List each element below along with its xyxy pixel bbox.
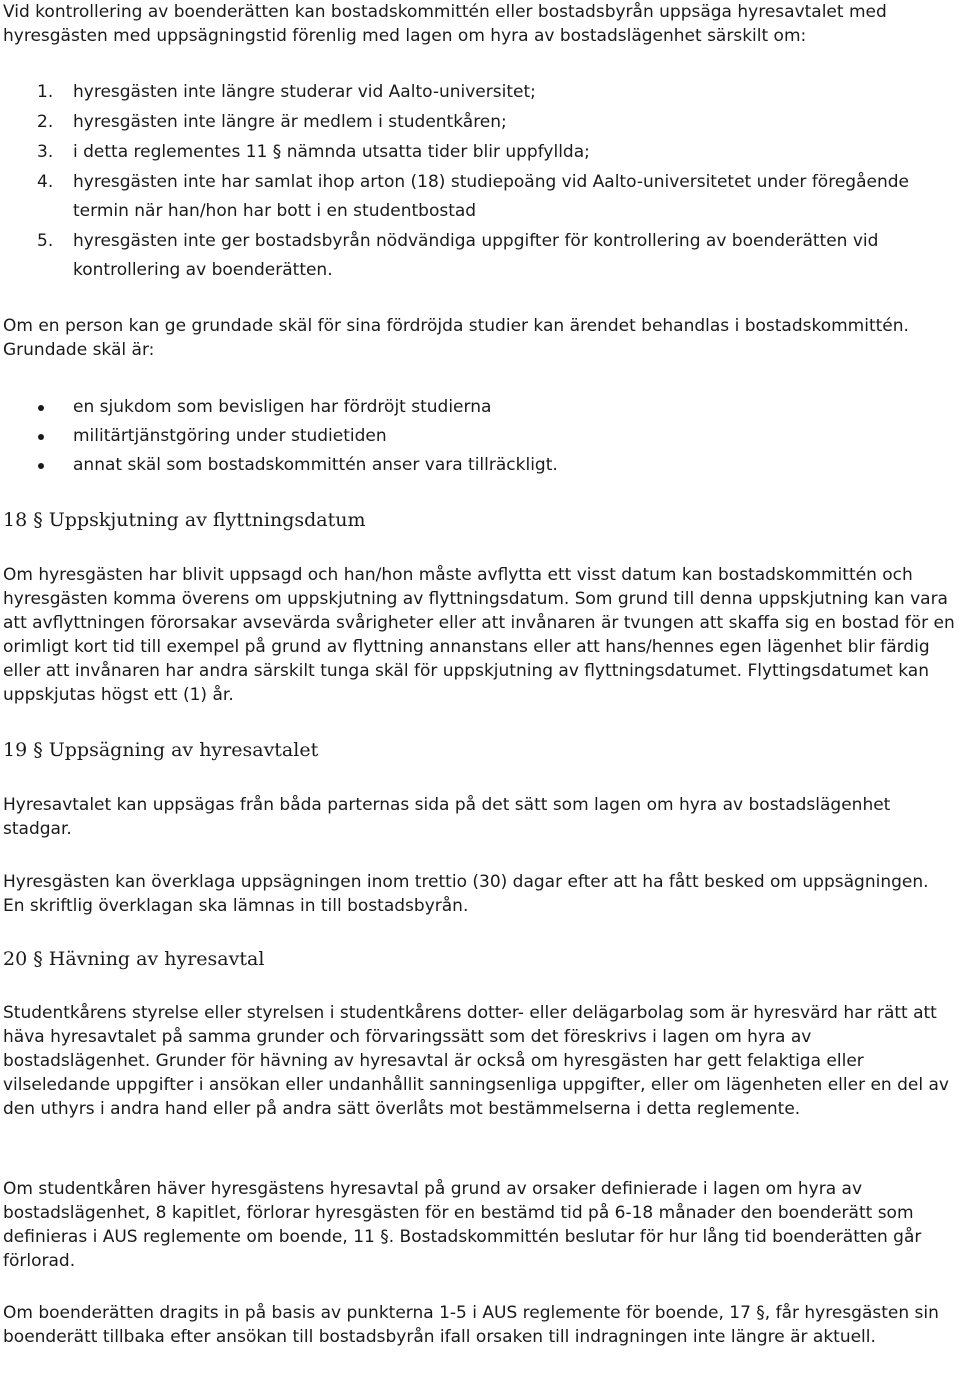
section-18-heading: 18 § Uppskjutning av flyttningsdatum: [3, 509, 366, 531]
list-number: 1.: [37, 82, 54, 102]
list-item: [0, 168, 955, 226]
list-item-text: hyresgästen inte ger bostadsbyrån nödvändiga uppgifter för kontrollering av boenderätten vid kontrollering av boenderätten.: [73, 231, 879, 280]
list-item: [0, 451, 955, 480]
section-19-paragraph-1: Hyresavtalet kan uppsägas från båda parternas sida på det sätt som lagen om hyra av bostadslägenhet stadgar.: [3, 795, 891, 839]
delay-paragraph: Om en person kan ge grundade skäl för sina fördröjda studier kan ärendet behandlas i bostadskommittén. Grundade skäl är:: [3, 316, 909, 360]
section-20-paragraph-3: Om boenderätten dragits in på basis av punkterna 1-5 i AUS reglemente för boende, 17 §, får hyresgästen sin boenderätt tillbaka efter ansökan till bostadsbyrån ifall orsaken till indragningen inte längre är aktuell.: [3, 1303, 939, 1347]
list-number: 5.: [37, 231, 54, 251]
list-item-text: hyresgästen inte har samlat ihop arton (18) studiepoäng vid Aalto-universitetet under föregående termin när han/hon har bott i en studentbostad: [73, 172, 909, 221]
list-item: [0, 78, 955, 107]
bullet-icon: [38, 405, 44, 411]
list-number: 4.: [37, 172, 54, 192]
list-item-text: annat skäl som bostadskommittén anser vara tillräckligt.: [73, 455, 558, 475]
list-number: 3.: [37, 142, 54, 162]
list-item-text: en sjukdom som bevisligen har fördröjt studierna: [73, 397, 492, 417]
section-19-heading: 19 § Uppsägning av hyresavtalet: [3, 739, 319, 761]
section-20-paragraph-2: Om studentkåren häver hyresgästens hyresavtal på grund av orsaker definierade i lagen om hyra av bostadslägenhet, 8 kapitlet, förlorar hyresgästen för en bestämd tid på 6-18 månader den boenderätt som definieras i AUS reglemente om boende, 11 §. Bostadskommittén beslutar för hur lång tid boenderätten går förlorad.: [3, 1179, 922, 1271]
list-item-text: militärtjänstgöring under studietiden: [73, 426, 387, 446]
section-19-paragraph-2: Hyresgästen kan överklaga uppsägningen inom trettio (30) dagar efter att ha fått besked om uppsägningen. En skriftlig överklagan ska lämnas in till bostadsbyrån.: [3, 872, 929, 916]
bullet-icon: [38, 434, 44, 440]
list-item: [0, 138, 955, 167]
list-item-text: hyresgästen inte längre är medlem i studentkåren;: [73, 112, 507, 132]
list-item-text: i detta reglementes 11 § nämnda utsatta tider blir uppfyllda;: [73, 142, 590, 162]
valid-reasons-list: [0, 393, 955, 480]
list-item: [0, 422, 955, 451]
termination-conditions-list: [0, 78, 955, 286]
list-item: [0, 227, 955, 285]
list-item: [0, 393, 955, 422]
section-20-heading: 20 § Hävning av hyresavtal: [3, 948, 265, 970]
list-item: [0, 108, 955, 137]
bullet-icon: [38, 463, 44, 469]
list-item-text: hyresgästen inte längre studerar vid Aalto-universitet;: [73, 82, 536, 102]
section-18-paragraph: Om hyresgästen har blivit uppsagd och han/hon måste avflytta ett visst datum kan bostadskommittén och hyresgästen komma överens om uppskjutning av flyttningsdatum. Som grund till denna uppskjutning kan vara att avflyttningen förorsakar avsevärda svårigheter eller att invånaren är tvungen att skaffa sig en bostad för en orimligt kort tid till exempel på grund av flyttning annanstans eller att hans/hennes egen lägenhet blir färdig eller att invånaren har andra särskilt tunga skäl för uppskjutning av flyttningsdatumet. Flyttingsdatumet kan uppskjutas högst ett (1) år.: [3, 565, 955, 705]
section-20-paragraph-1: Studentkårens styrelse eller styrelsen i studentkårens dotter- eller delägarbolag som är hyresvärd har rätt att häva hyresavtalet på samma grunder och förvaringssätt som det föreskrivs i lagen om hyra av bostadslägenhet. Grunder för hävning av hyresavtal är också om hyresgästen har gett felaktiga eller vilseledande uppgifter i ansökan eller undanhållit sanningsenliga uppgifter, eller om lägenheten eller en del av den uthyrs i andra hand eller på andra sätt överlåts mot bestämmelserna i detta reglemente.: [3, 1003, 949, 1119]
intro-paragraph: Vid kontrollering av boenderätten kan bostadskommittén eller bostadsbyrån uppsäga hyresavtalet med hyresgästen med uppsägningstid förenlig med lagen om hyra av bostadslägenhet särskilt om:: [3, 2, 887, 46]
list-number: 2.: [37, 112, 54, 132]
